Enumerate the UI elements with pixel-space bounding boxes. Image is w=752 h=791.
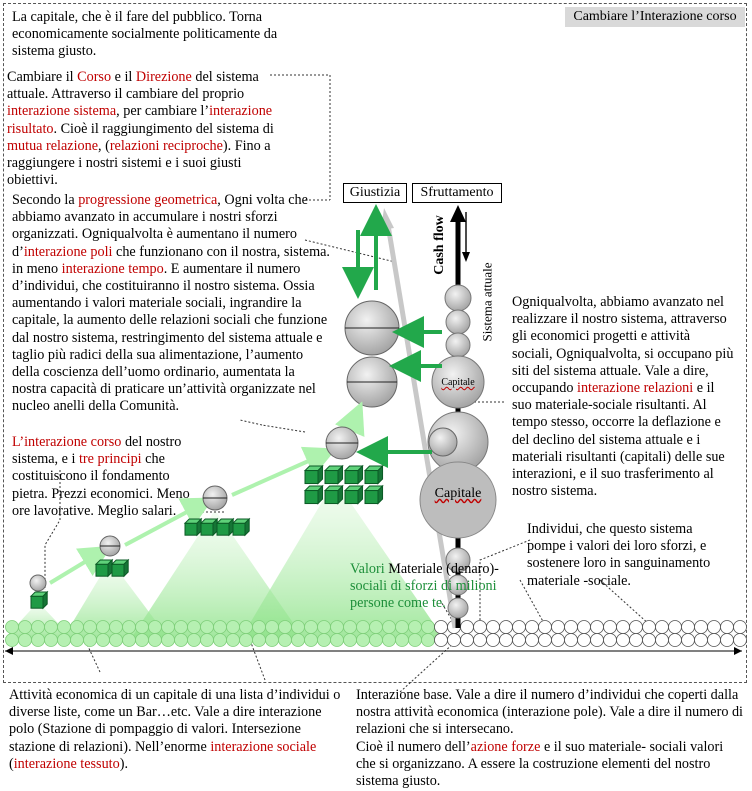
text-block-attivita-economica (9, 687, 341, 773)
ground-circle (370, 634, 383, 647)
cube (305, 466, 323, 484)
b3-r2: interazione poli (23, 243, 113, 260)
ground-circle (383, 634, 396, 647)
cube (217, 519, 233, 535)
ground-circle (45, 621, 58, 634)
ground-circle (734, 634, 747, 647)
b2-t1: Cambiare il (7, 69, 78, 85)
ground-circle (32, 634, 45, 647)
b7-t1: Materiale (denaro)- (384, 561, 499, 577)
ground-circle (370, 621, 383, 634)
ground-circle (266, 634, 279, 647)
ground-circle (331, 621, 344, 634)
b4-t2: che costituiscono il fondamento pietra. Prezzi economici. Meno ore lavorative. Meglio salari. (12, 451, 190, 519)
ground-circle (721, 634, 734, 647)
ground-circle (110, 634, 123, 647)
b2-r1: Corso (77, 69, 112, 85)
cube (233, 519, 249, 535)
b2-r4: interazione risultato (7, 103, 273, 137)
b2-t6: , ( (98, 137, 110, 154)
ground-circle (669, 634, 682, 647)
ground-circle (71, 634, 84, 647)
cone-4 (240, 480, 445, 640)
ground-circle (357, 634, 370, 647)
ground-circle (266, 621, 279, 634)
text-block-interazione-corso (12, 434, 200, 520)
cube (345, 486, 363, 504)
ground-circle (552, 621, 565, 634)
b8-t2: ( (9, 755, 14, 772)
ground-circle (227, 621, 240, 634)
title-tag: Cambiare l’Interazione corso (565, 7, 745, 27)
ground-circle (409, 621, 422, 634)
ground-circle (162, 621, 175, 634)
b9-t2: Cioè il numero dell’ (356, 738, 471, 755)
ground-circle (6, 634, 19, 647)
b6-t1: Individui, che questo sistema pompe i valori dei loro sforzi, e sostenere loro in sanguinamento materiale -sociale. (527, 521, 711, 589)
ground-circle (539, 621, 552, 634)
ground-circle (84, 634, 97, 647)
ground-circle (279, 621, 292, 634)
ground-circle (97, 621, 110, 634)
ground-circle (136, 621, 149, 634)
text-block-interazione-base (356, 687, 746, 790)
b9-t3: e il suo materiale- sociali valori che si organizzano. A essere la costruzione elementi del nostro sistema giusto. (356, 738, 724, 790)
b4-t1: del nostro sistema, e i (12, 434, 182, 468)
ground-circle (513, 634, 526, 647)
ground-circle (331, 634, 344, 647)
ground-circle (643, 621, 656, 634)
ground-circle (513, 621, 526, 634)
ground-circle (474, 621, 487, 634)
cube (325, 466, 343, 484)
b3-r3: interazione tempo (61, 260, 164, 277)
ground-circle (448, 634, 461, 647)
ground-circle (565, 634, 578, 647)
ground-circle (656, 621, 669, 634)
ground-circle (604, 634, 617, 647)
b2-r2: Direzione (135, 69, 192, 85)
ground-circle (344, 634, 357, 647)
capitale-small-label: Capitale (441, 377, 475, 388)
ground-circle (422, 634, 435, 647)
ground-circle (253, 621, 266, 634)
ground-circle (630, 634, 643, 647)
b2-t3: del sistema attuale. Attraverso il cambiare del proprio (7, 69, 259, 103)
ground-circle (630, 621, 643, 634)
ground-circle (162, 634, 175, 647)
ground-circle (19, 634, 32, 647)
ground-circle (240, 634, 253, 647)
ground-circle (318, 634, 331, 647)
ground-circle (604, 621, 617, 634)
ground-circle (734, 621, 747, 634)
ground-circle (487, 621, 500, 634)
ground-circle (344, 621, 357, 634)
ground-circle (253, 634, 266, 647)
cube (305, 486, 323, 504)
ground-circle (201, 634, 214, 647)
text-block-ogniqualvolta (512, 294, 734, 500)
ground-circle (435, 634, 448, 647)
ground-circle (695, 621, 708, 634)
ground-circle (383, 621, 396, 634)
ground-circle (526, 634, 539, 647)
ground-circle (357, 621, 370, 634)
cube (112, 560, 128, 576)
ground-circle (175, 634, 188, 647)
ground-circle (19, 621, 32, 634)
b8-r1: interazione sociale (210, 738, 317, 755)
ground-circle (708, 634, 721, 647)
ground-circle (305, 621, 318, 634)
b8-t1: Attività economica di un capitale di una lista d’individui o diverse liste, come un Bar…etc. Vale a dire interazione polo (Stazione di pompaggio di valori. Intersezione stazione di relazioni). Nell’enorme (9, 687, 341, 755)
ground-circle (227, 634, 240, 647)
ground-circle (149, 621, 162, 634)
b1-text: La capitale, che è il fare del pubblico. Torna economicamente socialmente politicamente da sistema giusto. (12, 9, 278, 60)
cube (365, 466, 383, 484)
ground-circle (695, 634, 708, 647)
b5-r1: interazione relazioni (577, 380, 694, 397)
b3-t4: . E aumentare il numero d’individui, che costituiranno il nostro sistema. Ossia aumentando i valori materiale sociali, ingrandire la capitale, la aumento delle relazioni sociali che funzione dal nostro sistema, restringimento del sistema attuale e taglio più radici della sua alimentazione, l’aumento della coscienza dell’uomo ordinario, aumentata la nostra capacità di praticare un’attività organizzate nel nucleo anelli della Comunità. (12, 260, 328, 415)
ground-circle (721, 621, 734, 634)
ground-row (6, 621, 747, 647)
b3-t2: , Ogni volta che abbiamo avanzato in accumulare i nostri sforzi organizzati. Ogniqualvolta è aumentano il numero d’ (12, 192, 308, 260)
b9-t1: Interazione base. Vale a dire il numero d’individui che coperti dalla nostra attività economica (interazione pole). Vale a dire il numero di relazioni che si intersecano. (356, 687, 743, 738)
b4-r1: L’interazione corso (12, 434, 122, 450)
ground-circle (474, 634, 487, 647)
b3-t1: Secondo la (12, 192, 79, 208)
ground-circle (422, 621, 435, 634)
ground-circle (110, 621, 123, 634)
ground-circle (539, 634, 552, 647)
ground-circle (279, 634, 292, 647)
ground-circle (71, 621, 84, 634)
b5-t2: e il suo materiale-sociale risultanti. Al tempo stesso, occorre la deflazione e del declino del sistema attuale e i materiali risultanti (capitali) delle sue interazioni, e il suo trasferimento al nostro sistema. (512, 380, 725, 500)
ground-circle (500, 634, 513, 647)
ground-circle (617, 634, 630, 647)
ground-circle (500, 621, 513, 634)
ground-circle (292, 621, 305, 634)
ground-circle (214, 621, 227, 634)
b2-t2: e il (111, 69, 136, 85)
ground-circle (656, 634, 669, 647)
ground-circle (58, 634, 71, 647)
ground-circle (669, 621, 682, 634)
ground-circle (643, 634, 656, 647)
ground-circle (487, 634, 500, 647)
ground-circle (58, 621, 71, 634)
ground-circle (461, 634, 474, 647)
b8-r2: interazione tessuto (13, 755, 120, 772)
ground-circle (591, 634, 604, 647)
b2-r6: relazioni reciproche (109, 137, 223, 154)
ground-circle (396, 634, 409, 647)
ground-circle (175, 621, 188, 634)
ground-circle (136, 634, 149, 647)
b5-t1: Ogniqualvolta, abbiamo avanzato nel realizzare il nostro sistema, attraverso gli economici progetti e attività sociali, Ogniqualvolta, si occupano più siti del sistema attuale. Vale a dire, occupando (512, 294, 734, 397)
text-block-progressione (12, 192, 330, 416)
ground-circle (526, 621, 539, 634)
ground-circle (682, 621, 695, 634)
b2-t5: . Cioè il raggiungimento del sistema di (53, 120, 274, 137)
cube (31, 592, 47, 608)
ground-circle (565, 621, 578, 634)
ground-circle (396, 621, 409, 634)
ground-circle (240, 621, 253, 634)
b2-r3: interazione sistema (7, 103, 117, 120)
sfruttamento-box: Sfruttamento (412, 183, 502, 203)
cash-flow-label: Cash flow (432, 215, 447, 275)
ground-circle (318, 621, 331, 634)
ground-circle (617, 621, 630, 634)
b2-r5: mutua relazione (7, 137, 98, 154)
ground-circle (6, 621, 19, 634)
ground-circle (591, 621, 604, 634)
text-block-individui (527, 521, 732, 590)
ground-circle (188, 634, 201, 647)
cube (96, 560, 112, 576)
capitale-big-label: Capitale (434, 486, 482, 501)
cube (345, 466, 363, 484)
text-block-capitale (12, 9, 300, 61)
cube (325, 486, 343, 504)
b3-r1: progressione geometrica (78, 192, 218, 208)
ground-circle (409, 634, 422, 647)
ground-circle (123, 621, 136, 634)
ground-circle (552, 634, 565, 647)
ground-circle (149, 634, 162, 647)
ground-circle (84, 621, 97, 634)
ground-circle (45, 634, 58, 647)
ground-circle (578, 621, 591, 634)
b2-t4: , per cambiare l’ (116, 103, 210, 120)
ground-circle (578, 634, 591, 647)
text-block-valori (350, 561, 515, 613)
b7-g2: sociali di sforzi di milioni persone come te. (350, 578, 497, 612)
b3-t3: che funzionano con il nostra, sistema. in meno (12, 243, 330, 277)
cube (201, 519, 217, 535)
b4-r2: tre principi (78, 451, 142, 468)
text-block-cambiare-corso (7, 69, 295, 189)
b2-t7: ). Fino a raggiungere i nostri sistemi e i suoi giusti obiettivi. (7, 137, 271, 189)
b8-t3: ). (119, 755, 128, 772)
giustizia-box: Giustizia (343, 183, 407, 203)
b9-r1: azione forze (470, 738, 541, 755)
b7-g1: Valori (350, 561, 385, 577)
ground-circle (461, 621, 474, 634)
cube (365, 486, 383, 504)
ground-circle (201, 621, 214, 634)
ground-circle (305, 634, 318, 647)
ground-circle (97, 634, 110, 647)
sistema-attuale-label: Sistema attuale (479, 262, 495, 342)
ground-circle (682, 634, 695, 647)
ground-circle (32, 621, 45, 634)
ground-circle (188, 621, 201, 634)
ground-circle (292, 634, 305, 647)
ground-circle (214, 634, 227, 647)
ground-circle (123, 634, 136, 647)
ground-circle (435, 621, 448, 634)
cube (185, 519, 201, 535)
ground-circle (708, 621, 721, 634)
